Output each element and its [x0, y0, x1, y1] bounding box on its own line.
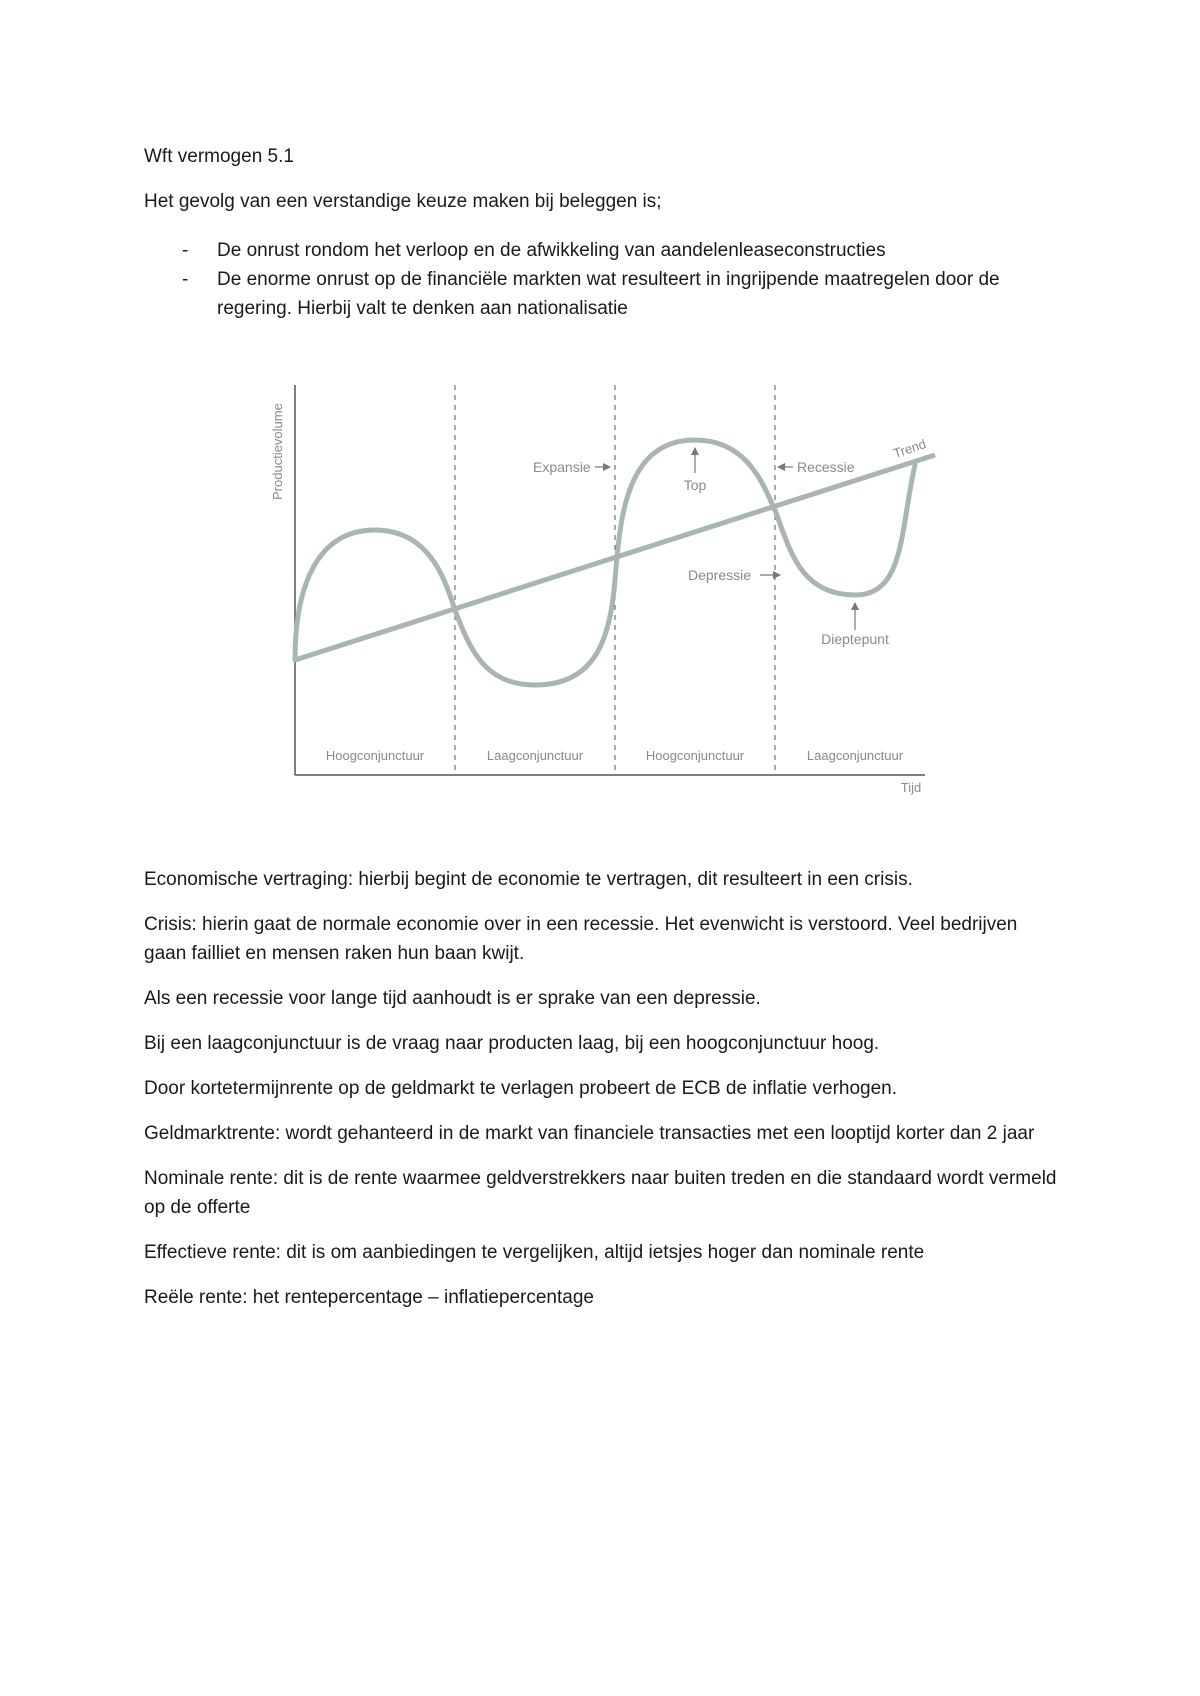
depressie-label: Depressie — [688, 567, 752, 583]
trend-label: Trend — [891, 436, 928, 461]
phase-label: Laagconjunctuur — [806, 748, 904, 763]
paragraph: Effectieve rente: dit is om aanbiedingen te vergelijken, altijd ietsjes hoger dan nominale rente — [144, 1242, 925, 1263]
paragraph: Als een recessie voor lange tijd aanhoudt is er sprake van een depressie. — [144, 988, 761, 1009]
phase-label: Hoogconjunctuur — [645, 748, 745, 763]
dieptepunt-label: Dieptepunt — [821, 631, 889, 647]
bullet-marker: - — [182, 240, 189, 261]
paragraph: Reële rente: het rentepercentage – inflatiepercentage — [144, 1287, 594, 1308]
phase-label: Laagconjunctuur — [486, 748, 584, 763]
bullet-text: De enorme onrust op de financiële markten wat resulteert in ingrijpende maatregelen door de regering. Hierbij valt te denken aan nationalisatie — [217, 269, 1000, 319]
document-title: Wft vermogen 5.1 — [144, 146, 294, 167]
paragraph: Bij een laagconjunctuur is de vraag naar producten laag, bij een hoogconjunctuur hoog. — [144, 1033, 880, 1054]
bullet-text: De onrust rondom het verloop en de afwikkeling van aandelenleaseconstructies — [217, 240, 886, 261]
list-item — [144, 236, 1064, 265]
paragraph: Economische vertraging: hierbij begint de economie te vertragen, dit resulteert in een crisis. — [144, 869, 913, 890]
expansie-label: Expansie — [533, 459, 591, 475]
paragraph: Geldmarktrente: wordt gehanteerd in de markt van financiele transacties met een looptijd korter dan 2 jaar — [144, 1123, 1035, 1144]
phase-label: Hoogconjunctuur — [325, 748, 425, 763]
paragraph: Crisis: hierin gaat de normale economie over in een recessie. Het evenwicht is verstoord. Veel bedrijven gaan failliet en mensen raken hun baan kwijt. — [144, 914, 1018, 964]
definitions-section — [144, 865, 1064, 1328]
intro-text: Het gevolg van een verstandige keuze maken bij beleggen is; — [144, 191, 662, 212]
paragraph: Door kortetermijnrente op de geldmarkt te verlagen probeert de ECB de inflatie verhogen. — [144, 1078, 898, 1099]
y-axis-label: Productievolume — [270, 403, 285, 500]
x-axis-label: Tijd — [900, 780, 922, 795]
paragraph: Nominale rente: dit is de rente waarmee geldverstrekkers naar buiten treden en die standaard wordt vermeld op de offerte — [144, 1168, 1057, 1218]
business-cycle-figure — [265, 380, 945, 800]
top-label: Top — [683, 477, 707, 493]
bullet-marker: - — [182, 269, 189, 290]
bullet-list — [144, 236, 1064, 323]
recessie-label: Recessie — [797, 459, 855, 475]
list-item — [144, 265, 1064, 323]
business-cycle-diagram — [265, 380, 945, 800]
